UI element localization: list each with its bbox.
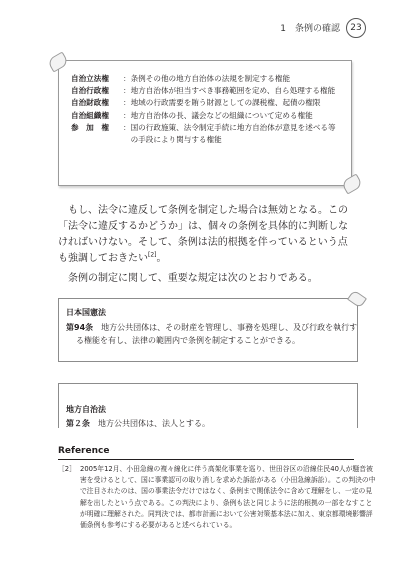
- reference-number: ［2］: [58, 465, 76, 473]
- article-text: 地方公共団体は、法人とする。: [98, 419, 210, 428]
- definition-item: 自治財政権 ： 地域の行政需要を賄う財源としての課税権、起債の権限: [71, 97, 343, 109]
- divider: [58, 459, 354, 460]
- chapter-title: 1 条例の確認: [280, 24, 340, 34]
- law-title: 地方自治法: [66, 405, 106, 414]
- paragraph-text: もし、法令に違反して条例を制定した場合は無効となる。この「法令に違反するかどうか」は、個々の条例を具体的に判断しなければいけない。そして、条例は法的根拠を伴っているという点も強調しておきたい: [58, 205, 348, 264]
- law-article: [66, 321, 360, 347]
- reference-text: 2005年12月、小田急線の複々線化に伴う高架化事業を巡り、世田谷区の沿線住民40人が騒音被害を受けるとして、国に事業認可の取り消しを求めた訴訟がある（小田急線訴訟）。この判決の中で注目されたのは、国の事業法令だけではなく、条例まで関係法令に含めて理解をし、一定の見解を出したという点である。この判決により、条例も法と同じように法的根拠の一部をなすことが明確に理解された。同判決では、都市計画において公害対策基本法に加え、東京都環境影響評価条例も参考にする必要があると述べられている。: [80, 465, 376, 530]
- definition-item: 参 加 権 ： 国の行政施策、法令制定手続に地方自治体が意見を述べる等の手段により関与する権能: [71, 122, 343, 146]
- definition-note-card: [58, 60, 352, 186]
- page-number: 23: [346, 18, 366, 38]
- article-number: 第94条: [66, 323, 94, 332]
- law-box: [58, 298, 358, 362]
- definition-term: 自治立法権: [71, 74, 109, 83]
- law-box: [58, 383, 358, 428]
- definition-term: 自治財政権: [71, 98, 109, 108]
- reference-item: [58, 464, 376, 531]
- paper-curl-decoration: [47, 51, 70, 72]
- definition-term: 参 加 権: [71, 122, 109, 132]
- definition-term: 自治組織権: [71, 110, 109, 120]
- body-paragraph: [58, 203, 354, 267]
- paper-curl-decoration: [347, 289, 367, 308]
- definition-description: 地方自治体の長、議会などの組織について定める権能: [130, 110, 313, 120]
- definition-item: 自治行政権 ： 地方自治体が担当すべき事務範囲を定め、自ら処理する権能: [71, 85, 343, 97]
- law-title: 日本国憲法: [66, 308, 106, 317]
- definition-item: 自治立法権 ： 条例その他の地方自治体の法規を制定する権能: [71, 73, 343, 85]
- paper-curl-decoration: [341, 173, 364, 194]
- law-article: [66, 417, 358, 428]
- definition-description: 条例その他の地方自治体の法規を制定する権能: [130, 74, 291, 83]
- page-header: [0, 18, 410, 40]
- body-paragraph: 条例の制定に関して、重要な規定は次のとおりである。: [68, 273, 318, 284]
- definition-term: 自治行政権: [71, 86, 109, 96]
- definition-item: 自治組織権 ： 地方自治体の長、議会などの組織について定める権能: [71, 110, 343, 122]
- definition-description: 国の行政施策、法令制定手続に地方自治体が意見を述べる等の手段により関与する権能: [130, 122, 336, 145]
- definition-description: 地域の行政需要を賄う財源としての課税権、起債の権限: [130, 98, 321, 108]
- definition-description: 地方自治体が担当すべき事務範囲を定め、自ら処理する権能: [130, 86, 336, 96]
- paragraph-end: 。: [156, 253, 167, 264]
- citation-marker: [2]: [148, 251, 157, 259]
- definition-list: [71, 73, 343, 146]
- reference-heading: Reference: [58, 446, 110, 456]
- article-number: 第２条: [66, 419, 90, 428]
- article-text: 地方公共団体は、その財産を管理し、事務を処理し、及び行政を執行する権能を有し、法律の範囲内で条例を制定することができる。: [76, 323, 358, 345]
